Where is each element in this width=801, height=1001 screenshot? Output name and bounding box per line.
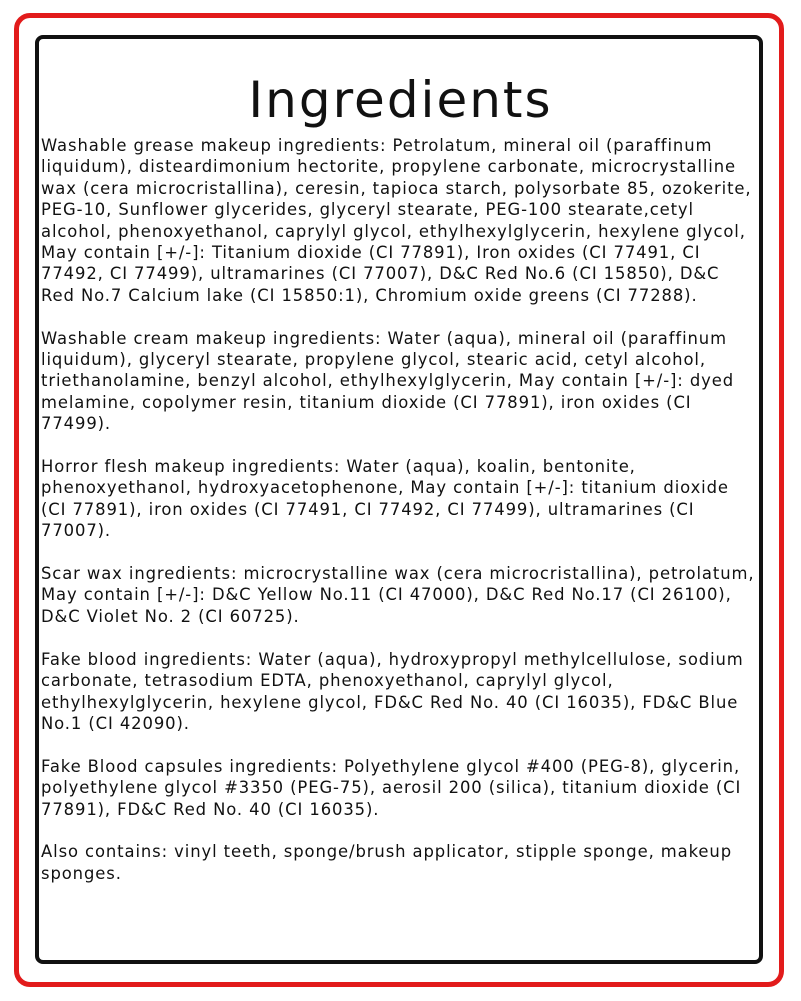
paragraph-fake-blood-capsules: Fake Blood capsules ingredients: Polyethylene glycol #400 (PEG-8), glycerin, polyethylene glycol #3350 (PEG-75), aerosil 200 (silica), titanium dioxide (CI 77891), FD&C Red No. 40 (CI 16035). (41, 756, 742, 819)
page-title: Ingredients (248, 71, 553, 129)
paragraph-horror-flesh-makeup: Horror flesh makeup ingredients: Water (aqua), koalin, bentonite, phenoxyethanol, hydroxyacetophenone, May contain [+/-]: titanium dioxide (CI 77891), iron oxides (CI 77491, CI 77492, CI 77499), ultramarines (CI 77007). (41, 457, 729, 541)
paragraph-scar-wax: Scar wax ingredients: microcrystalline wax (cera microcristallina), petrolatum, May contain [+/-]: D&C Yellow No.11 (CI 47000), D&C Red No.17 (CI 26100), D&C Violet No. 2 (CI 60725). (41, 564, 755, 626)
paragraph-fake-blood: Fake blood ingredients: Water (aqua), hydroxypropyl methylcellulose, sodium carbonate, tetrasodium EDTA, phenoxyethanol, caprylyl glycol, ethylhexylglycerin, hexylene glycol, FD&C Red No. 40 (CI 16035), FD&C Blue No.1 (CI 42090). (41, 649, 744, 733)
paragraph-washable-cream-makeup: Washable cream makeup ingredients: Water (aqua), mineral oil (paraffinum liquidum), glyceryl stearate, propylene glycol, stearic acid, cetyl alcohol, triethanolamine, benzyl alcohol, ethylhexylglycerin, May contain [+/-]: dyed melamine, copolymer resin, titanium dioxide (CI 77891), iron oxides (CI 77499). (41, 328, 735, 434)
paragraph-washable-grease-makeup: Washable grease makeup ingredients: Petrolatum, mineral oil (paraffinum liquidum), disteardimonium hectorite, propylene carbonate, microcrystalline wax (cera microcristallina), ceresin, tapioca starch, polysorbate 85, ozokerite, PEG-10, Sunflower glycerides, glyceryl stearate, PEG-100 stearate,cetyl alcohol, phenoxyethanol, caprylyl glycol, ethylhexylglycerin, hexylene glycol, May contain [+/-]: Titanium dioxide (CI 77891), Iron oxides (CI 77491, CI 77492, CI 77499), ultramarines (CI 77007), D&C Red No.6 (CI 15850), D&C Red No.7 Calcium lake (CI 15850:1), Chromium oxide greens (CI 77288). (41, 136, 752, 305)
paragraph-also-contains: Also contains: vinyl teeth, sponge/brush applicator, stipple sponge, makeup sponges. (41, 842, 732, 883)
ingredients-body (41, 135, 759, 884)
